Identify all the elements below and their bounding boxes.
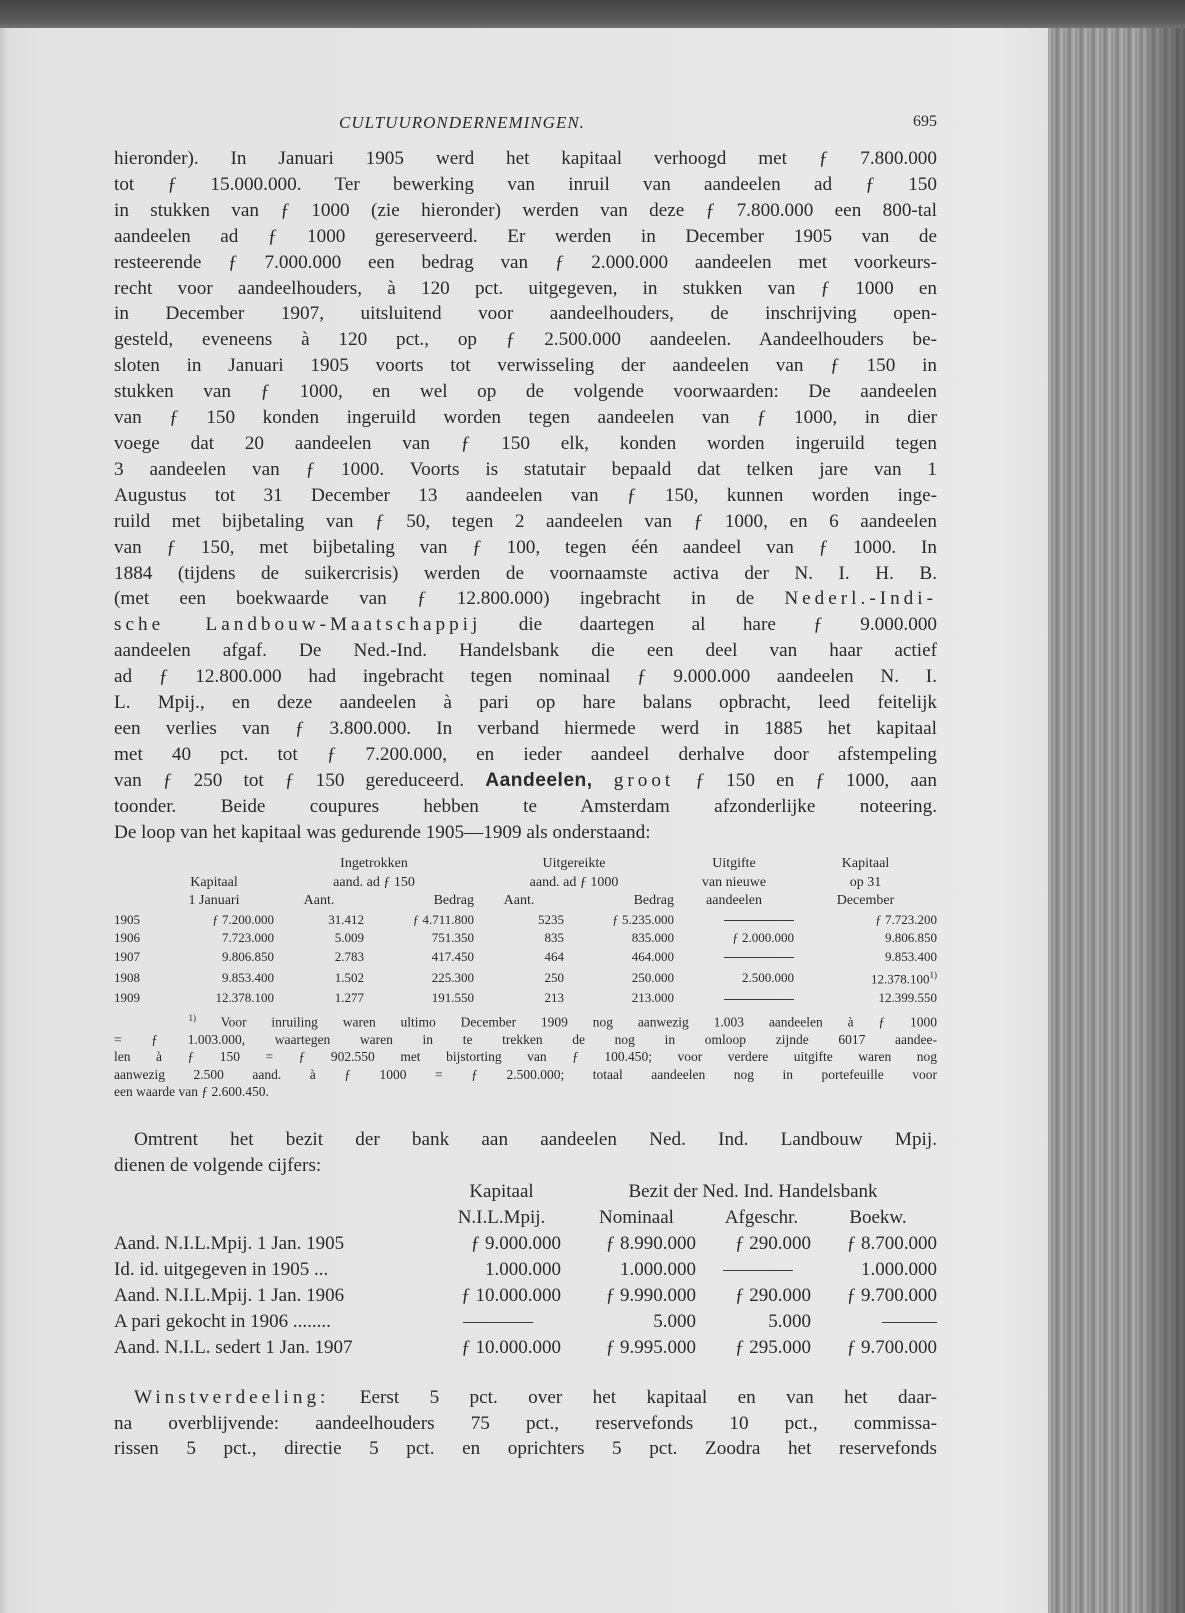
text-line: (met een boekwaarde van ƒ 12.800.000) ingebracht in de Nederl.-Indi- bbox=[114, 588, 938, 610]
bank-holdings-table bbox=[114, 1179, 937, 1361]
footnote-marker: 1) bbox=[188, 1012, 196, 1023]
capital-table bbox=[114, 855, 937, 1007]
col-group-ingetrokken: Ingetrokken bbox=[340, 856, 408, 872]
text-line: met 40 pct. tot ƒ 7.200.000, en ieder aandeel derhalve door afstempeling bbox=[114, 743, 937, 765]
table-row: A pari gekocht in 1906 ........ 5.000 5.000 bbox=[114, 1309, 937, 1335]
table-row: 1908 9.853.400 1.502 225.300 250 250.000 2.500.000 12.378.100$^{1)}$ bbox=[114, 969, 937, 987]
text-line: voege dat 20 aandeelen van ƒ 150 elk, konden worden ingeruild tegen bbox=[114, 432, 937, 454]
col-afgeschr: Afgeschr. bbox=[724, 1206, 799, 1228]
text-line: van ƒ 250 tot ƒ 150 gereduceerd. Aandeelen, groot ƒ 150 en ƒ 1000, aan bbox=[114, 769, 937, 791]
footnote-marker: 1) bbox=[929, 970, 937, 981]
text-line: 3 aandeelen van ƒ 1000. Voorts is statutair bepaald dat telken jare van 1 bbox=[114, 458, 937, 480]
table-header-row: Kapitaal aand. ad ƒ 150 aand. ad ƒ 1000 van nieuwe op 31 bbox=[114, 874, 937, 893]
text-line: gesteld, eveneens à 120 pct., op ƒ 2.500.000 aandeelen. Aandeelhouders be- bbox=[114, 329, 937, 351]
dash bbox=[724, 920, 794, 921]
col-uitgifte: Uitgifte bbox=[712, 856, 756, 872]
table-header-row: N.I.L.Mpij. Nominaal Afgeschr. Boekw. bbox=[114, 1205, 937, 1231]
paragraph-bank-holdings bbox=[114, 1127, 937, 1179]
footnote-line: een waarde van ƒ 2.600.450. bbox=[114, 1084, 269, 1100]
running-head bbox=[114, 108, 937, 136]
col-kapitaal: Kapitaal bbox=[469, 1180, 534, 1202]
scan-top-shadow bbox=[0, 0, 1185, 30]
col-nominaal: Nominaal bbox=[599, 1206, 674, 1228]
text-line: een verlies van ƒ 3.800.000. In verband hiermede werd in 1885 het kapitaal bbox=[114, 717, 937, 739]
text-line: De loop van het kapitaal was gedurende 1905—1909 als onderstaand: bbox=[114, 821, 651, 843]
col-group-bezit: Bezit der Ned. Ind. Handelsbank bbox=[628, 1180, 878, 1202]
text-line: Omtrent het bezit der bank aan aandeelen Ned. Ind. Landbouw Mpij. bbox=[134, 1128, 937, 1150]
table-header-row: 1 Januari Aant. Bedrag Aant. Bedrag aandeelen December bbox=[188, 893, 895, 909]
dash bbox=[882, 1322, 937, 1323]
paragraph-capital-history bbox=[114, 146, 937, 845]
text-line: rissen 5 pct., directie 5 pct. en oprichters 5 pct. Zoodra het reservefonds bbox=[114, 1438, 937, 1460]
text-line: Winstverdeeling: Eerst 5 pct. over het kapitaal en van het daar- bbox=[134, 1386, 938, 1408]
footnote-line: = ƒ 1.003.000, waartegen waren in te trekken de nog in omloop zijnde 6017 aandee- bbox=[114, 1031, 937, 1047]
col-kapitaal-jan: Kapitaal bbox=[190, 874, 238, 890]
dash bbox=[724, 957, 794, 958]
text-line: ad ƒ 12.800.000 had ingebracht tegen nominaal ƒ 9.000.000 aandeelen N. I. bbox=[114, 666, 937, 688]
table-header-row bbox=[114, 855, 937, 874]
text-line: van ƒ 150 konden ingeruild worden tegen aandeelen van ƒ 1000, in dier bbox=[114, 407, 937, 429]
table-row: Aand. N.I.L. sedert 1 Jan. 1907 ƒ 10.000.000 ƒ 9.995.000 ƒ 295.000 ƒ 9.700.000 bbox=[114, 1336, 937, 1358]
text-line: Augustus tot 31 December 13 aandeelen van ƒ 150, kunnen worden inge- bbox=[114, 484, 937, 506]
dash bbox=[724, 999, 794, 1000]
text-line: na overblijvende: aandeelhouders 75 pct., reservefonds 10 pct., commissa- bbox=[114, 1412, 937, 1434]
text-line: toonder. Beide coupures hebben te Amsterdam afzonderlijke noteering. bbox=[114, 795, 937, 817]
footnote-line: aanwezig 2.500 aand. à ƒ 1000 = ƒ 2.500.000; totaal aandeelen nog in portefeuille voor bbox=[114, 1066, 937, 1082]
section-heading-aandeelen: Aandeelen, bbox=[485, 769, 593, 791]
text-line: ruild met bijbetaling van ƒ 50, tegen 2 aandeelen van ƒ 1000, en 6 aandeelen bbox=[114, 510, 937, 532]
text-line: hieronder). In Januari 1905 werd het kapitaal verhoogd met ƒ 7.800.000 bbox=[114, 148, 937, 169]
page-content bbox=[114, 108, 937, 1462]
text-line: stukken van ƒ 1000, en wel op de volgende voorwaarden: De aandeelen bbox=[114, 381, 937, 403]
text-line: sche Landbouw-Maatschappij die daartegen al hare ƒ 9.000.000 bbox=[114, 614, 938, 636]
table-row: 1906 7.723.000 5.009 751.350 835 835.000 ƒ 2.000.000 9.806.850 bbox=[114, 930, 937, 946]
text-line: sloten in Januari 1905 voorts tot verwisseling der aandeelen van ƒ 150 in bbox=[114, 355, 937, 377]
table-row: Aand. N.I.L.Mpij. 1 Jan. 1905 ƒ 9.000.000 ƒ 8.990.000 ƒ 290.000 ƒ 8.700.000 bbox=[114, 1232, 937, 1254]
dash bbox=[463, 1322, 533, 1323]
text-line: aandeelen ad ƒ 1000 gereserveerd. Er werden in December 1905 van de bbox=[114, 225, 937, 247]
running-title: CULTUURONDERNEMINGEN. bbox=[339, 113, 585, 132]
book-page-edges bbox=[1048, 28, 1185, 1613]
page-number: 695 bbox=[913, 113, 937, 130]
table-row: Aand. N.I.L.Mpij. 1 Jan. 1906 ƒ 10.000.000 ƒ 9.990.000 ƒ 290.000 ƒ 9.700.000 bbox=[114, 1284, 937, 1306]
col-boekw: Boekw. bbox=[849, 1206, 907, 1228]
text-line: L. Mpij., en deze aandeelen à pari op hare balans opbracht, leed feitelijk bbox=[114, 692, 937, 714]
text-line: in stukken van ƒ 1000 (zie hieronder) werden van deze ƒ 7.800.000 een 800-tal bbox=[114, 199, 937, 221]
table-row: Id. id. uitgegeven in 1905 ... 1.000.000 1.000.000 1.000.000 bbox=[114, 1258, 937, 1280]
table-row: 1909 12.378.100 1.277 191.550 213 213.000 12.399.550 bbox=[114, 990, 937, 1006]
col-group-uitgereikte: Uitgereikte bbox=[542, 856, 606, 872]
footnote-line: $^{1)}$ Voor inruiling waren ultimo December 1909 nog aanwezig 1.003 aandeelen à ƒ 1000 bbox=[188, 1012, 937, 1030]
text-line: recht voor aandeelhouders, à 120 pct. uitgegeven, in stukken van ƒ 1000 en bbox=[114, 277, 937, 299]
text-line: van ƒ 150, met bijbetaling van ƒ 100, tegen één aandeel van ƒ 1000. In bbox=[114, 536, 937, 558]
company-name-spaced: Nederl.-Indi- bbox=[784, 588, 938, 610]
text-line: tot ƒ 15.000.000. Ter bewerking van inruil van aandeelen ad ƒ 150 bbox=[114, 173, 937, 195]
text-line: dienen de volgende cijfers: bbox=[114, 1154, 322, 1176]
footnote-line: len à ƒ 150 = ƒ 902.550 met bijstorting van ƒ 100.450; voor verdere uitgifte waren nog bbox=[114, 1049, 937, 1065]
text-line: 1884 (tijdens de suikercrisis) werden de voornaamste activa der N. I. H. B. bbox=[114, 562, 937, 584]
section-heading-winstverdeeling: Winstverdeeling: bbox=[134, 1386, 330, 1408]
text-line: aandeelen afgaf. De Ned.-Ind. Handelsbank die een deel van haar actief bbox=[114, 640, 937, 662]
text-line: in December 1907, uitsluitend voor aandeelhouders, de inschrijving open- bbox=[114, 303, 937, 325]
col-kapitaal-dec: Kapitaal bbox=[841, 856, 890, 872]
footnote bbox=[114, 1010, 937, 1101]
table-header-row bbox=[114, 1179, 937, 1205]
table-row: 1907 9.806.850 2.783 417.450 464 464.000 9.853.400 bbox=[114, 948, 937, 964]
company-name-spaced: sche Landbouw-Maatschappij bbox=[114, 614, 482, 636]
text-line: resteerende ƒ 7.000.000 een bedrag van ƒ 2.000.000 aandeelen met voorkeurs- bbox=[114, 251, 937, 273]
paragraph-profit-distribution bbox=[114, 1385, 937, 1463]
table-row: 1905 ƒ 7.200.000 31.412 ƒ 4.711.800 5235 ƒ 5.235.000 ƒ 7.723.200 bbox=[114, 911, 937, 927]
dash bbox=[723, 1270, 793, 1271]
